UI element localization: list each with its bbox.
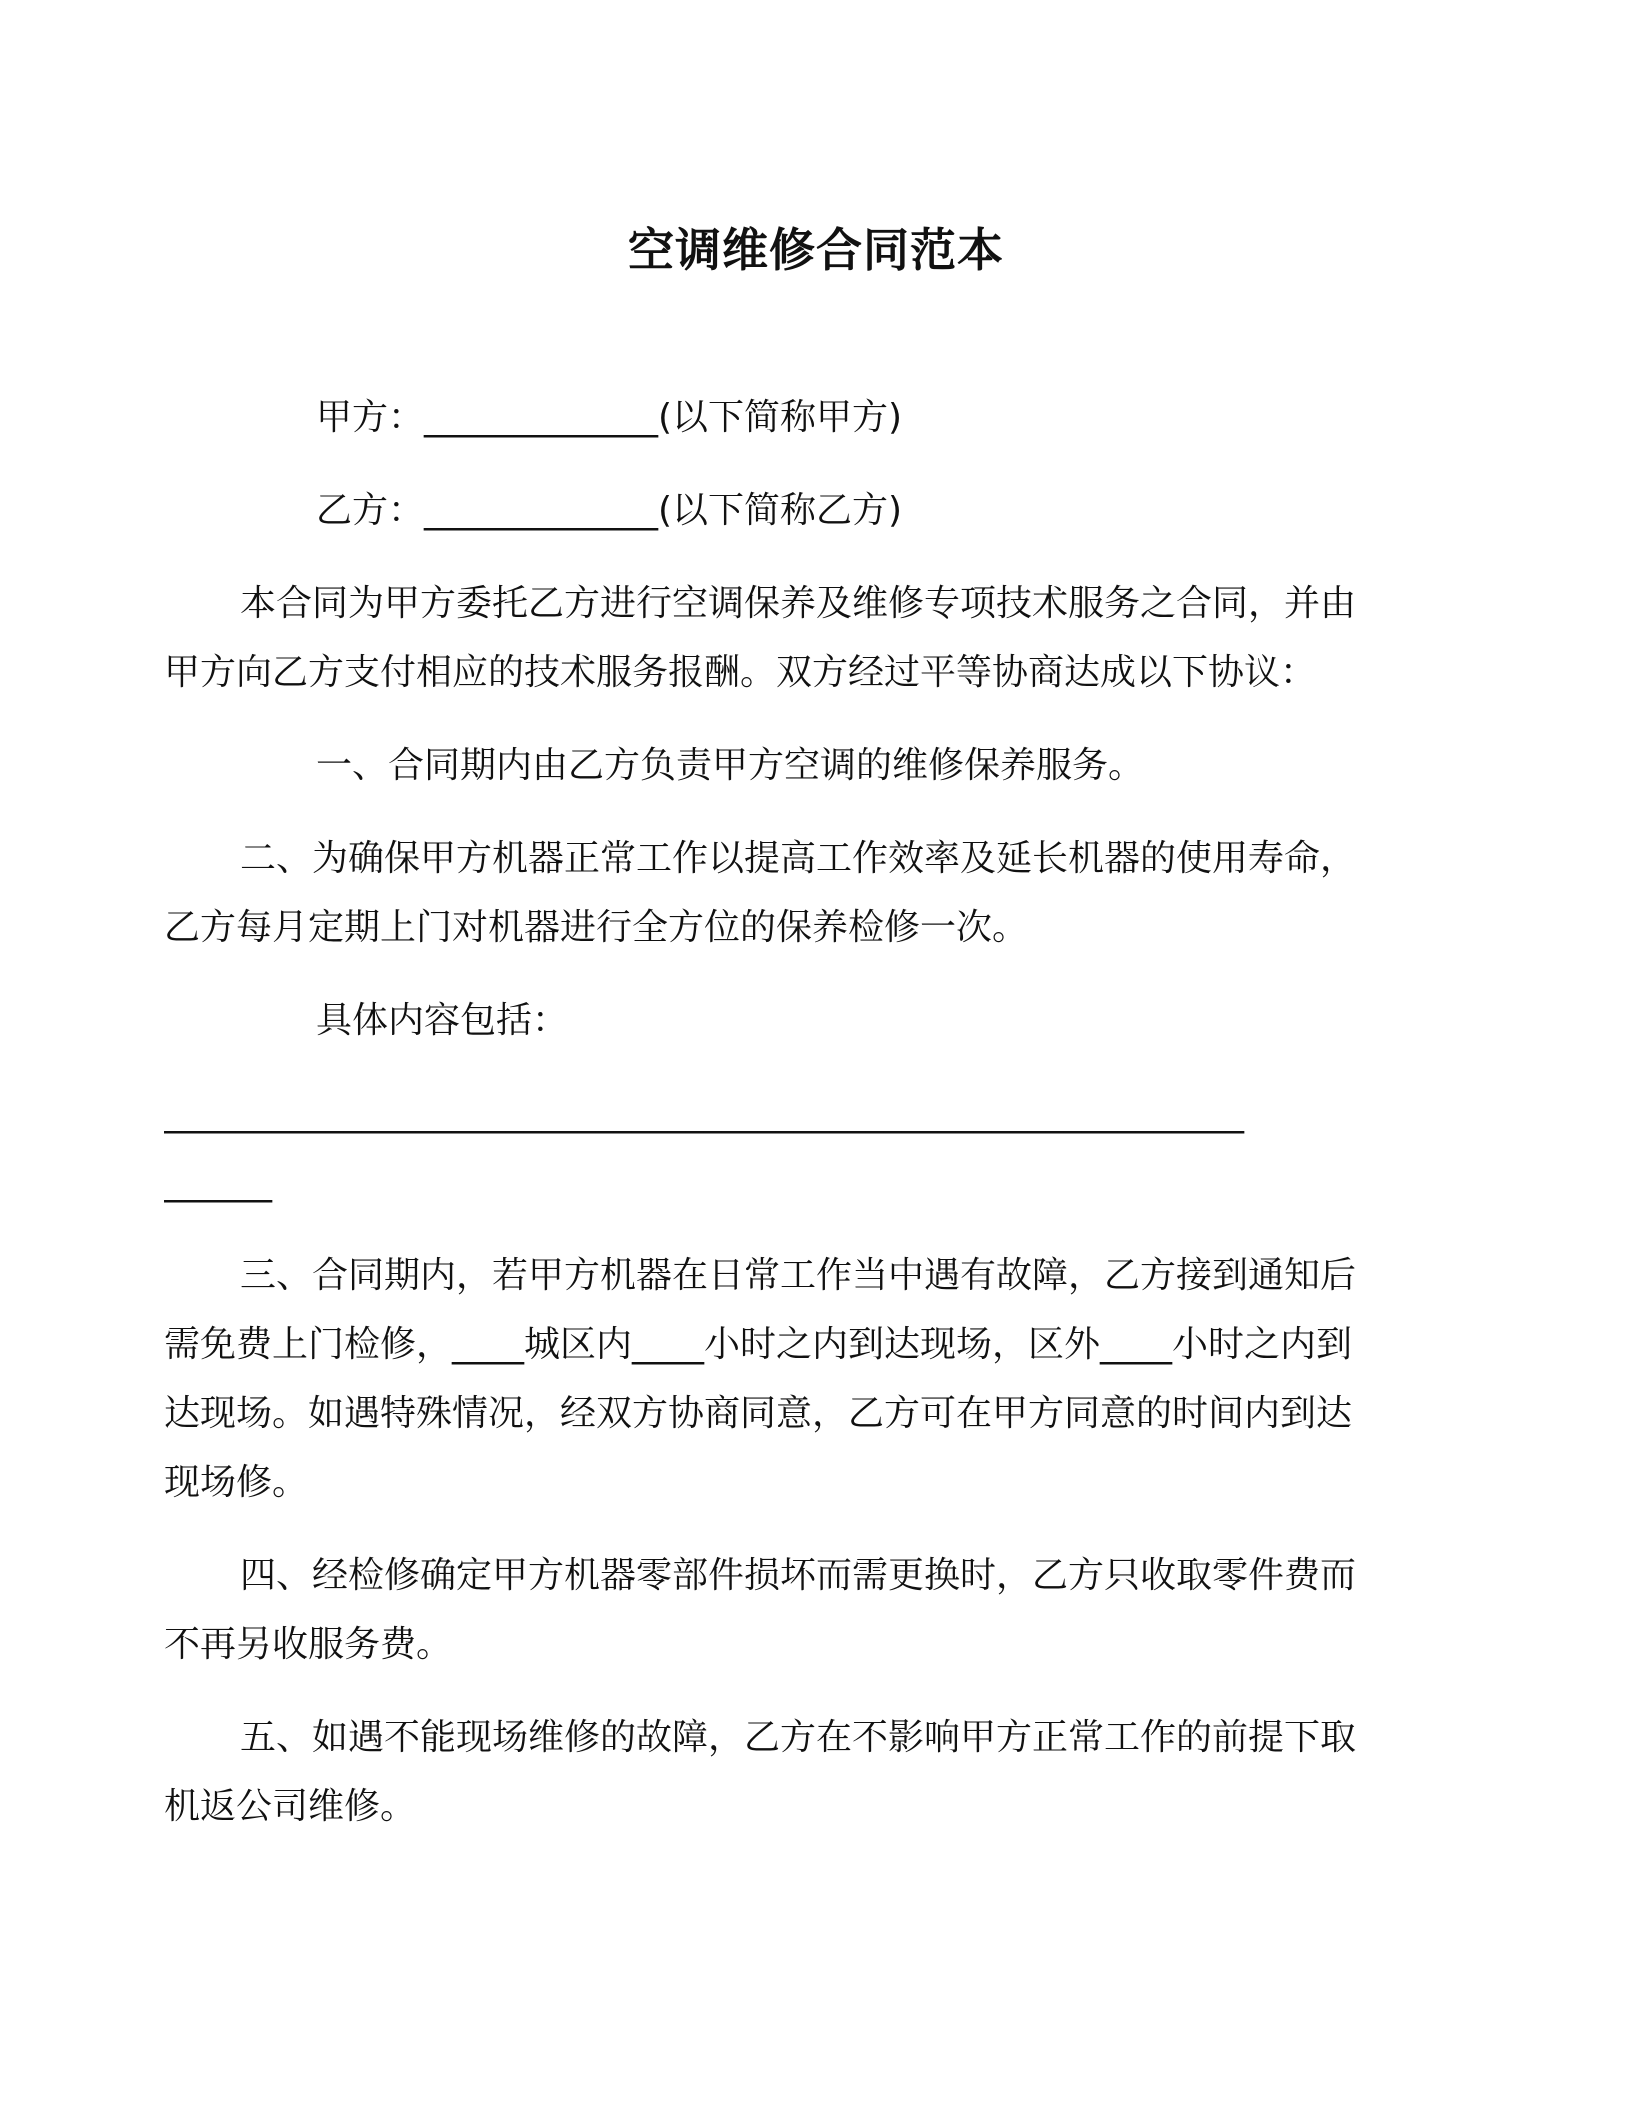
preamble-paragraph: 本合同为甲方委托乙方进行空调保养及维修专项技术服务之合同，并由甲方向乙方支付相应的技术服务报酬。双方经过平等协商达成以下协议：: [164, 583, 1357, 693]
clause-4: 四、经检修确定甲方机器零部件损坏而需更换时，乙方只收取零件费而不再另收服务费。: [164, 1555, 1357, 1665]
clause-3: 三、合同期内，若甲方机器在日常工作当中遇有故障，乙方接到通知后需免费上门检修，____城区内____小时之内到达现场，区外____小时之内到达现场。如遇特殊情况，经双方协商同意，乙方可在甲方同意的时间内到达现场修。: [164, 1255, 1357, 1503]
contents-label: 具体内容包括：: [316, 1000, 569, 1041]
contents-blank-line-2: ______: [164, 1162, 272, 1203]
clause-2: 二、为确保甲方机器正常工作以提高工作效率及延长机器的使用寿命，乙方每月定期上门对机器进行全方位的保养检修一次。: [164, 838, 1357, 948]
contents-blank-line-1: ____________________________________________________________: [164, 1093, 1244, 1134]
clause-5: 五、如遇不能现场维修的故障，乙方在不影响甲方正常工作的前提下取机返公司维修。: [164, 1717, 1357, 1827]
party-a-line: 甲方：_____________(以下简称甲方): [316, 397, 903, 438]
document-body: [164, 383, 1370, 1865]
document-title: 空调维修合同范本: [628, 223, 1004, 277]
party-b-line: 乙方：_____________(以下简称乙方): [316, 490, 903, 531]
clause-1: 一、合同期内由乙方负责甲方空调的维修保养服务。: [316, 745, 1145, 786]
